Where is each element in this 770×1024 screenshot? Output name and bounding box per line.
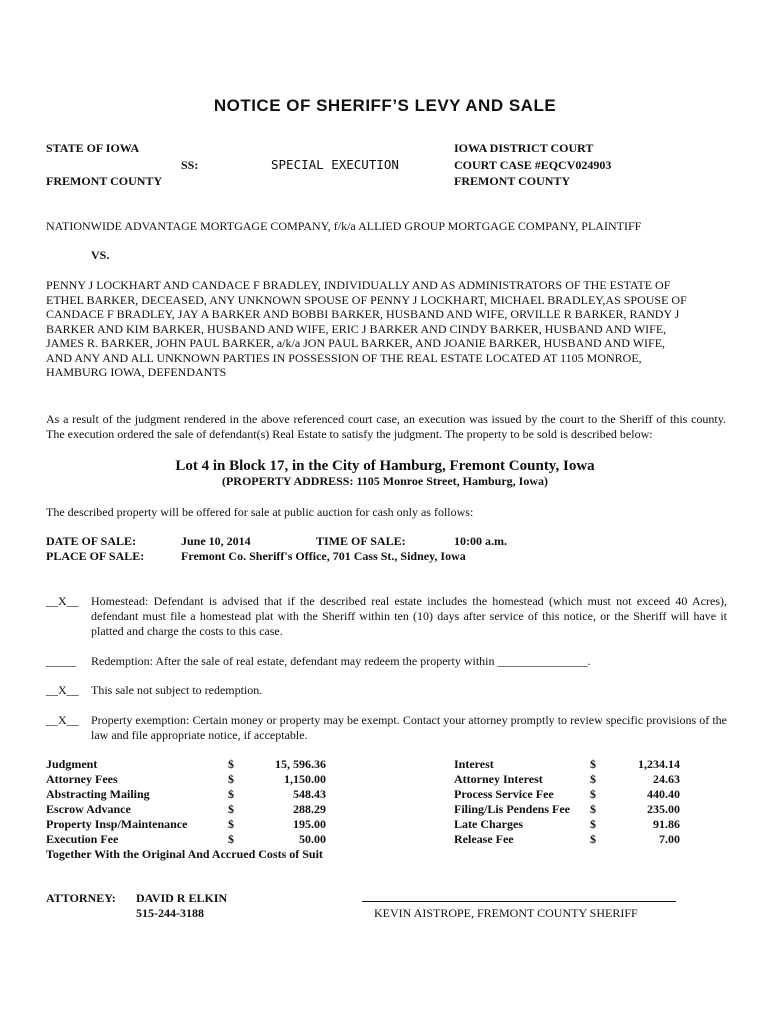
fee-label: Filing/Lis Pendens Fee bbox=[454, 802, 571, 816]
sale-time-label: TIME OF SALE: bbox=[316, 534, 406, 548]
fee-amount: 288.29 bbox=[293, 802, 326, 816]
defendants-line: AND ANY AND ALL UNKNOWN PARTIES IN POSSESSION OF THE REAL ESTATE LOCATED AT 1105 MONROE, bbox=[46, 350, 642, 365]
fee-label: Judgment bbox=[46, 757, 98, 771]
fee-label: Abstracting Mailing bbox=[46, 787, 150, 801]
fee-row bbox=[46, 787, 336, 802]
versus-label: VS. bbox=[91, 248, 110, 262]
attorney-name: DAVID R ELKIN bbox=[136, 891, 228, 905]
fee-row bbox=[454, 817, 680, 832]
fees-left-table bbox=[46, 757, 336, 847]
ss-label: SS: bbox=[181, 158, 199, 172]
defendants-line: PENNY J LOCKHART AND CANDACE F BRADLEY, INDIVIDUALLY AND AS ADMINISTRATORS OF THE ESTATE OF bbox=[46, 278, 671, 292]
plaintiff-text: NATIONWIDE ADVANTAGE MORTGAGE COMPANY, f/k/a ALLIED GROUP MORTGAGE COMPANY, PLAINTIFF bbox=[46, 219, 642, 233]
fee-label: Property Insp/Maintenance bbox=[46, 817, 188, 831]
defendants-line: BARKER AND KIM BARKER, HUSBAND AND WIFE, ERIC J BARKER AND CINDY BARKER, HUSBAND AND WIFE, bbox=[46, 321, 667, 336]
fee-currency: $ bbox=[228, 772, 234, 786]
judgment-paragraph: As a result of the judgment rendered in the above referenced court case, an execution was issued by the court to the Sheriff of this county. The execution ordered the sale of defendant(s) Real Estate to satisfy the judgment. The property to be sold is described below: bbox=[46, 412, 726, 441]
fee-currency: $ bbox=[590, 757, 596, 771]
no-redemption-checkmark: __X__ bbox=[46, 683, 79, 697]
accrued-costs-note: Together With the Original And Accrued Costs of Suit bbox=[46, 847, 323, 861]
attorney-phone: 515-244-3188 bbox=[136, 906, 204, 920]
court-name: IOWA DISTRICT COURT bbox=[454, 141, 594, 155]
fee-label: Execution Fee bbox=[46, 832, 119, 846]
fee-label: Late Charges bbox=[454, 817, 523, 831]
court-county: FREMONT COUNTY bbox=[454, 174, 571, 188]
sale-place-label: PLACE OF SALE: bbox=[46, 549, 145, 563]
fee-amount: 7.00 bbox=[659, 832, 680, 846]
fee-amount: 50.00 bbox=[299, 832, 326, 846]
defendants-line: HAMBURG IOWA, DEFENDANTS bbox=[46, 365, 227, 379]
fee-amount: 548.43 bbox=[293, 787, 326, 801]
fee-currency: $ bbox=[590, 787, 596, 801]
fee-currency: $ bbox=[590, 832, 596, 846]
fee-amount: 91.86 bbox=[653, 817, 680, 831]
fee-label: Attorney Fees bbox=[46, 772, 118, 786]
sale-time-value: 10:00 a.m. bbox=[454, 534, 507, 548]
fee-row bbox=[46, 802, 336, 817]
fee-amount: 195.00 bbox=[293, 817, 326, 831]
fee-currency: $ bbox=[228, 817, 234, 831]
fee-amount: 235.00 bbox=[647, 802, 680, 816]
defendants-line: JAMES R. BARKER, JOHN PAUL BARKER, a/k/a JON PAUL BARKER, AND JOANIE BARKER, HUSBAND AND WIFE, bbox=[46, 336, 666, 350]
fee-label: Escrow Advance bbox=[46, 802, 131, 816]
fee-amount: 440.40 bbox=[647, 787, 680, 801]
exemption-notice: Property exemption: Certain money or property may be exempt. Contact your attorney promptly to review specific provisions of the law and file appropriate notice, if acceptable. bbox=[91, 713, 727, 742]
fee-amount: 24.63 bbox=[653, 772, 680, 786]
fee-row bbox=[454, 832, 680, 847]
property-address: (PROPERTY ADDRESS: 1105 Monroe Street, Hamburg, Iowa) bbox=[221, 474, 548, 488]
fee-label: Release Fee bbox=[454, 832, 514, 846]
signature-line bbox=[362, 901, 676, 902]
property-legal-description: Lot 4 in Block 17, in the City of Hamburg, Fremont County, Iowa bbox=[175, 458, 595, 474]
fee-currency: $ bbox=[228, 757, 234, 771]
sheriff-name: KEVIN AISTROPE, FREMONT COUNTY SHERIFF bbox=[374, 906, 638, 920]
fee-amount: 15, 596.36 bbox=[275, 757, 326, 771]
fee-currency: $ bbox=[228, 787, 234, 801]
fees-right-table bbox=[454, 757, 680, 847]
court-case-number: COURT CASE #EQCV024903 bbox=[454, 158, 612, 172]
fee-label: Process Service Fee bbox=[454, 787, 554, 801]
redemption-notice: Redemption: After the sale of real estate, defendant may redeem the property within _______________. bbox=[91, 654, 591, 668]
defendants-line: ETHEL BARKER, DECEASED, ANY UNKNOWN SPOUSE OF PENNY J LOCKHART, MICHAEL BRADLEY,AS SPOUSE OF bbox=[46, 292, 687, 307]
fee-currency: $ bbox=[228, 802, 234, 816]
special-execution-label: SPECIAL EXECUTION bbox=[271, 157, 399, 172]
fee-label: Attorney Interest bbox=[454, 772, 543, 786]
fee-currency: $ bbox=[590, 817, 596, 831]
sale-date-value: June 10, 2014 bbox=[181, 534, 251, 548]
offer-text: The described property will be offered for sale at public auction for cash only as follows: bbox=[46, 505, 474, 519]
county-label: FREMONT COUNTY bbox=[46, 174, 163, 188]
fee-row bbox=[454, 772, 680, 787]
state-label: STATE OF IOWA bbox=[46, 141, 140, 155]
fee-row bbox=[46, 832, 336, 847]
fee-row bbox=[454, 802, 680, 817]
attorney-label: ATTORNEY: bbox=[46, 891, 116, 905]
sale-date-label: DATE OF SALE: bbox=[46, 534, 137, 548]
fee-currency: $ bbox=[228, 832, 234, 846]
fee-row bbox=[454, 787, 680, 802]
fee-amount: 1,150.00 bbox=[284, 772, 326, 786]
sale-place-value: Fremont Co. Sheriff's Office, 701 Cass St., Sidney, Iowa bbox=[181, 549, 466, 563]
homestead-checkmark: __X__ bbox=[46, 594, 79, 608]
fee-row bbox=[46, 772, 336, 787]
exemption-checkmark: __X__ bbox=[46, 713, 79, 727]
defendants-line: CANDACE F BRADLEY, JAY A BARKER AND BOBBI BARKER, HUSBAND AND WIFE, ORVILLE R BARKER, RANDY J bbox=[46, 307, 680, 321]
fee-currency: $ bbox=[590, 802, 596, 816]
fee-amount: 1,234.14 bbox=[638, 757, 680, 771]
fee-row bbox=[46, 757, 336, 772]
redemption-checkmark: _____ bbox=[46, 654, 76, 668]
document-title: NOTICE OF SHERIFF’S LEVY AND SALE bbox=[213, 96, 557, 115]
fee-label: Interest bbox=[454, 757, 494, 771]
fee-currency: $ bbox=[590, 772, 596, 786]
fee-row bbox=[46, 817, 336, 832]
homestead-notice: Homestead: Defendant is advised that if the described real estate includes the homestead (which must not exceed 40 Acres), defendant must file a homestead plat with the Sheriff within ten (10) days after service of this notice, or the Sheriff will have it platted and charge the costs to this case. bbox=[91, 594, 727, 638]
no-redemption-notice: This sale not subject to redemption. bbox=[91, 683, 263, 697]
fee-row bbox=[454, 757, 680, 772]
